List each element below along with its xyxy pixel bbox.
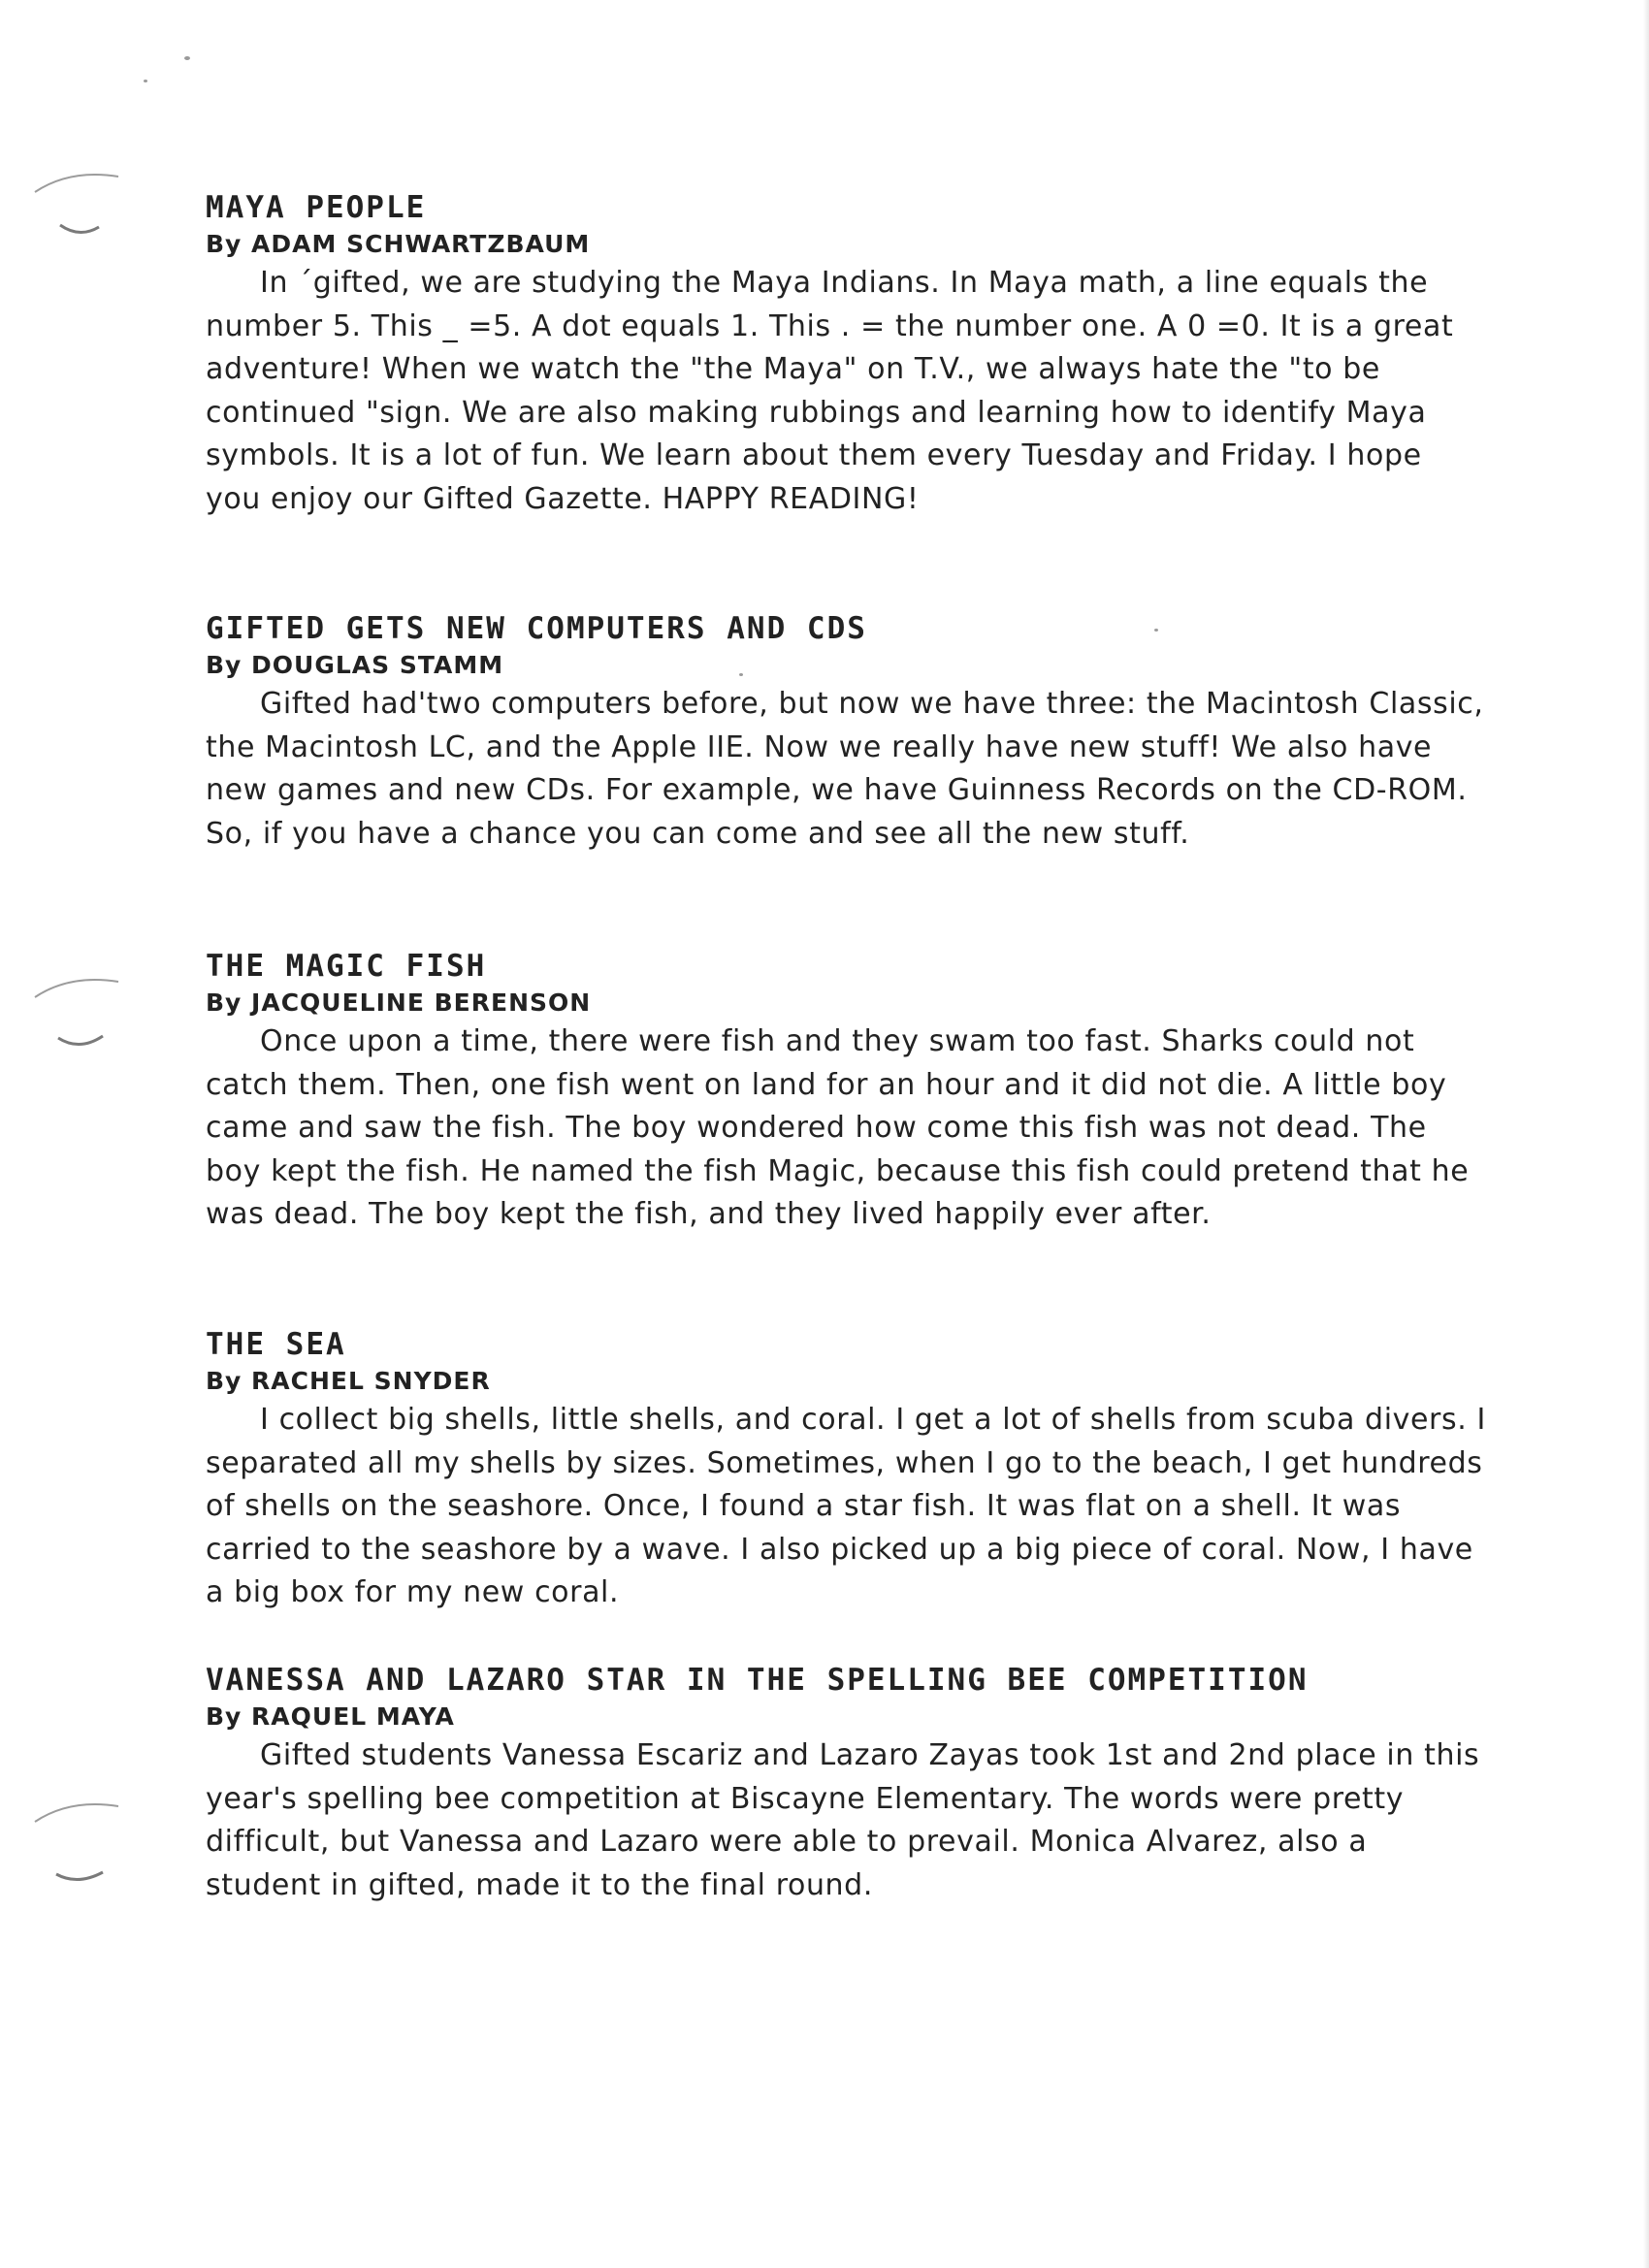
scan-edge-shadow: [1643, 0, 1649, 2268]
article-maya-people: [206, 188, 1486, 521]
article-body: Gifted students Vanessa Escariz and Lazaro Zayas took 1st and 2nd place in this year's spelling bee competition at Biscayne Elementary. The words were pretty difficult, but Vanessa and Lazaro were able to prevail. Monica Alvarez, also a student in gifted, made it to the final round.: [206, 1738, 1480, 1902]
article-magic-fish: [206, 947, 1486, 1237]
article-body: In ´gifted, we are studying the Maya Indians. In Maya math, a line equals the number 5. This _ =5. A dot equals 1. This . = the number one. A 0 =0. It is a great adventure! When we watch the "the Maya" on T.V., we always hate the "to be continued "sign. We are also making rubbings and learning how to identify Maya symbols. It is a lot of fun. We learn about them every Tuesday and Friday. I hope you enjoy our Gifted Gazette. HAPPY READING!: [206, 266, 1454, 516]
article-body: Gifted had'two computers before, but now we have three: the Macintosh Classic, the Macintosh LC, and the Apple IIE. Now we really have new stuff! We also have new games and new CDs. For example, we have Guinness Records on the CD-ROM. So, if you have a chance you can come and see all the new stuff.: [206, 687, 1484, 851]
article-byline: By RACHEL SNYDER: [206, 1367, 491, 1395]
scan-speck: [184, 56, 190, 60]
article-new-computers: [206, 609, 1486, 856]
article-headline: THE SEA: [206, 1327, 346, 1362]
article-byline: By JACQUELINE BERENSON: [206, 988, 592, 1017]
article-body: I collect big shells, little shells, and coral. I get a lot of shells from scuba divers. I separated all my shells by sizes. Sometimes, when I go to the beach, I get hundreds of shells on the seashore. Once, I found a star fish. It was flat on a shell. It was carried to the seashore by a wave. I also picked up a big piece of coral. Now, I have a big box for my new coral.: [206, 1403, 1486, 1609]
article-byline: By RAQUEL MAYA: [206, 1702, 455, 1731]
article-spelling-bee: [206, 1661, 1486, 1907]
article-byline: By ADAM SCHWARTZBAUM: [206, 230, 591, 258]
article-headline: MAYA PEOPLE: [206, 190, 427, 225]
punch-hole-top: [21, 155, 138, 272]
article-the-sea: [206, 1325, 1486, 1615]
article-headline: VANESSA AND LAZARO STAR IN THE SPELLING BEE COMPETITION: [206, 1663, 1309, 1698]
article-byline: By DOUGLAS STAMM: [206, 651, 504, 679]
punch-hole-bottom: [21, 1785, 138, 1901]
scan-speck: [144, 80, 147, 82]
article-headline: GIFTED GETS NEW COMPUTERS AND CDS: [206, 611, 867, 646]
punch-hole-middle: [21, 960, 138, 1077]
article-headline: THE MAGIC FISH: [206, 949, 487, 984]
article-body: Once upon a time, there were fish and they swam too fast. Sharks could not catch them. Then, one fish went on land for an hour and it did not die. A little boy came and saw the fish. The boy wondered how come this fish was not dead. The boy kept the fish. He named the fish Magic, because this fish could pretend that he was dead. The boy kept the fish, and they lived happily ever after.: [206, 1024, 1470, 1231]
